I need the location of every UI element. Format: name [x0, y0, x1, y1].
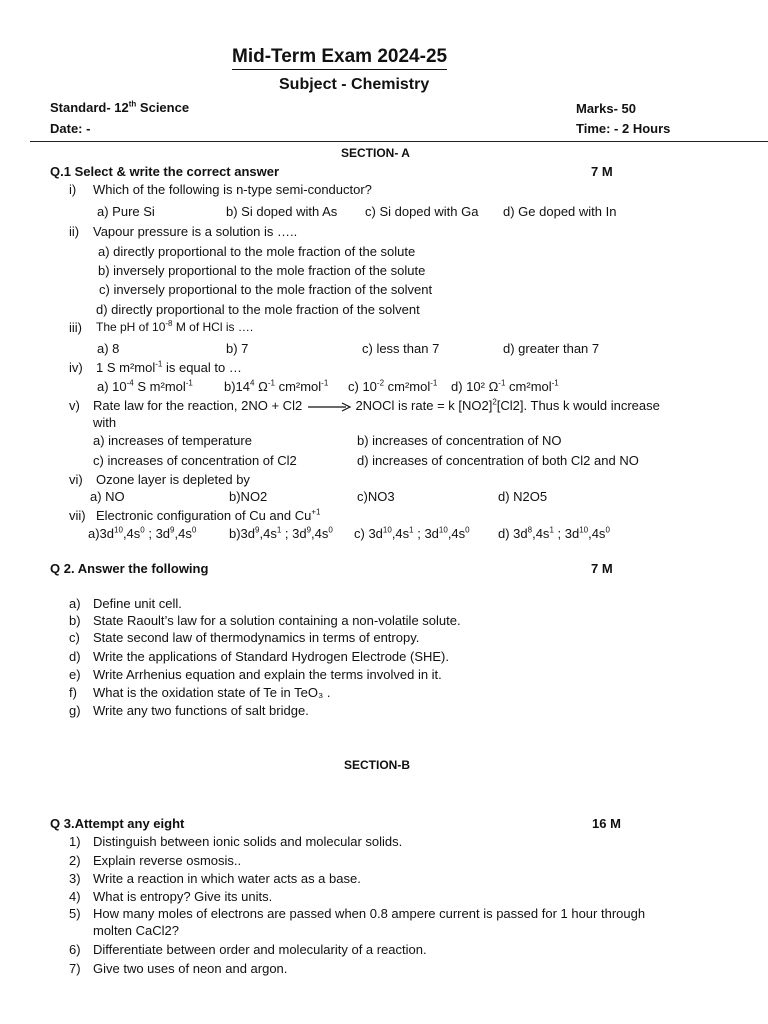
q3-item-text: Write a reaction in which water acts as a base. — [93, 871, 361, 886]
q1-iii-option-c: c) less than 7 — [362, 341, 440, 356]
q2-item-number: e) — [69, 667, 81, 682]
q1-iii-option-b: b) 7 — [226, 341, 249, 356]
q3-marks: 16 M — [592, 816, 621, 831]
q1-vii-number: vii) — [69, 508, 86, 523]
q1-vi-option-a: a) NO — [90, 489, 125, 504]
q2-item-text: Write Arrhenius equation and explain the terms involved in it. — [93, 667, 442, 682]
q1-iv-text: 1 S m²mol$^{-1}$ is equal to … — [96, 359, 242, 375]
q3-item-text-continued: molten CaCl2? — [93, 923, 179, 938]
header-divider — [30, 141, 768, 142]
q1-vii-option-c: c) $3d^{10},4s^1$ ; $3d^{10},4s^0$ — [354, 525, 470, 541]
q1-vi-text: Ozone layer is depleted by — [96, 472, 250, 487]
q2-item-number: c) — [69, 630, 80, 645]
q1-v-text: Rate law for the reaction, 2NO + Cl2 2NOCl is rate = k $[NO2]^2[Cl2]$. Thus k would increase — [93, 397, 660, 413]
q3-item-number: 5) — [69, 906, 81, 921]
q1-i-option-b: b) Si doped with As — [226, 204, 338, 219]
q3-item-text: Differentiate between order and molecularity of a reaction. — [93, 942, 427, 957]
q2-item-number: f) — [69, 685, 77, 700]
q1-v-text-continued: with — [93, 415, 117, 430]
q1-v-option-d: d) increases of concentration of both Cl2 and NO — [357, 453, 639, 468]
q1-iv-option-a: a) $10^{-4}$ S m²mol$^{-1}$ — [97, 378, 193, 394]
q1-heading: Q.1 Select & write the correct answer — [50, 164, 280, 179]
q1-ii-option-b: b) inversely proportional to the mole fraction of the solute — [98, 263, 426, 278]
q1-ii-option-d: d) directly proportional to the mole fraction of the solvent — [96, 302, 420, 317]
q2-item-text: Define unit cell. — [93, 596, 182, 611]
q2-item-number: a) — [69, 596, 81, 611]
standard-label: Standard- 12th Science — [50, 99, 190, 115]
subject-title: Subject - Chemistry — [279, 76, 430, 93]
q1-i-option-c: c) Si doped with Ga — [365, 204, 479, 219]
date-label: Date: - — [50, 121, 91, 136]
reaction-arrow-icon — [306, 402, 352, 412]
q1-vi-option-d: d) N2O5 — [498, 489, 548, 504]
q1-v-option-b: b) increases of concentration of NO — [357, 433, 562, 448]
marks-label: Marks- 50 — [576, 101, 636, 116]
q1-ii-text: Vapour pressure is a solution is ….. — [93, 224, 298, 239]
q1-vi-option-c: c)NO3 — [357, 489, 395, 504]
q2-heading: Q 2. Answer the following — [50, 561, 209, 576]
q1-iv-option-d: d) 10² $\Omega^{-1}$ cm²mol$^{-1}$ — [451, 378, 559, 394]
q3-item-text: Explain reverse osmosis.. — [93, 853, 242, 868]
q1-ii-option-a: a) directly proportional to the mole fraction of the solute — [98, 244, 416, 259]
exam-title: Mid-Term Exam 2024-25 — [232, 46, 447, 70]
q1-v-option-a: a) increases of temperature — [93, 433, 252, 448]
q2-item-text: State second law of thermodynamics in terms of entropy. — [93, 630, 420, 645]
q1-vii-option-a: $a)3d^{10},4s^0$ ; $3d^9,4s^0$ — [88, 525, 197, 541]
q3-item-text: Distinguish between ionic solids and molecular solids. — [93, 834, 403, 849]
q3-item-text: What is entropy? Give its units. — [93, 889, 273, 904]
q1-vii-text: Electronic configuration of Cu and $Cu^{+1}$ — [96, 507, 321, 523]
q1-iii-option-d: d) greater than 7 — [503, 341, 600, 356]
q1-iii-number: iii) — [69, 320, 82, 335]
q1-marks: 7 M — [591, 164, 613, 179]
q1-vi-number: vi) — [69, 472, 83, 487]
q1-v-number: v) — [69, 398, 80, 413]
q3-heading: Q 3.Attempt any eight — [50, 816, 185, 831]
q2-marks: 7 M — [591, 561, 613, 576]
q2-item-text: What is the oxidation state of Te in TeO₃ . — [93, 685, 331, 700]
q2-item-number: d) — [69, 649, 81, 664]
q3-item-number: 1) — [69, 834, 81, 849]
section-b-title: SECTION-B — [344, 758, 410, 772]
q3-item-number: 6) — [69, 942, 81, 957]
q1-vii-option-d: d) $3d^8,4s^1$ ; $3d^{10},4s^0$ — [498, 525, 610, 541]
q2-item-number: b) — [69, 613, 81, 628]
q1-ii-option-c: c) inversely proportional to the mole fraction of the solvent — [99, 282, 433, 297]
q1-i-option-d: d) Ge doped with In — [503, 204, 617, 219]
q1-iv-option-b: $b)14^4$ $\Omega^{-1}$ cm²mol$^{-1}$ — [224, 378, 329, 394]
q1-i-option-a: a) Pure Si — [97, 204, 155, 219]
q2-item-text: Write any two functions of salt bridge. — [93, 703, 309, 718]
q1-iv-option-c: c) $10^{-2}$ cm²mol$^{-1}$ — [348, 378, 438, 394]
q3-item-number: 4) — [69, 889, 81, 904]
q3-item-number: 3) — [69, 871, 81, 886]
q1-iii-option-a: a) 8 — [97, 341, 120, 356]
q1-v-option-c: c) increases of concentration of Cl2 — [93, 453, 297, 468]
q3-item-number: 2) — [69, 853, 81, 868]
q1-vi-option-b: b)NO2 — [229, 489, 268, 504]
q1-iii-text: The pH of $10^{-8}$ M of HCl is …. — [96, 319, 254, 334]
q2-item-text: State Raoult’s law for a solution containing a non-volatile solute. — [93, 613, 461, 628]
q2-item-text: Write the applications of Standard Hydrogen Electrode (SHE). — [93, 649, 449, 664]
q1-ii-number: ii) — [69, 224, 80, 239]
q1-vii-option-b: $b)3d^9,4s^1$ ; $3d^9,4s^0$ — [229, 525, 333, 541]
q1-i-text: Which of the following is n-type semi-conductor? — [93, 182, 372, 197]
q2-item-number: g) — [69, 703, 81, 718]
q1-i-number: i) — [69, 182, 77, 197]
time-label: Time: - 2 Hours — [576, 121, 671, 136]
q3-item-text: Give two uses of neon and argon. — [93, 961, 288, 976]
q1-iv-number: iv) — [69, 360, 83, 375]
q3-item-number: 7) — [69, 961, 81, 976]
q3-item-text: How many moles of electrons are passed when 0.8 ampere current is passed for 1 hour through — [93, 906, 646, 921]
section-a-title: SECTION- A — [341, 146, 410, 160]
